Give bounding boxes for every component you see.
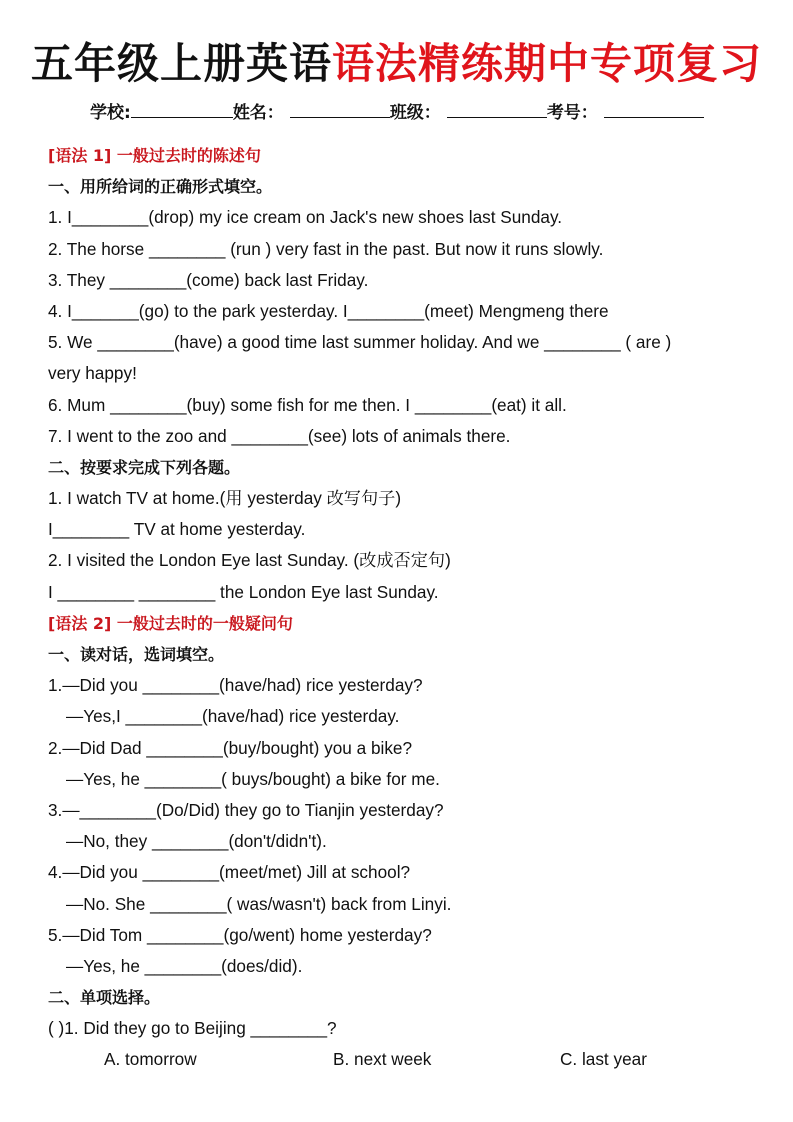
title-part-topic: 语法精练期中专项复习 bbox=[332, 39, 763, 88]
multiple-choice-question: ( )1. Did they go to Beijing ________? bbox=[48, 1018, 337, 1039]
dialogue-question: 1.—Did you ________(have/had) rice yesterday? bbox=[48, 675, 423, 696]
part-heading: 一、读对话，选词填空。 bbox=[48, 645, 225, 664]
section-heading: [语法 1] 一般过去时的陈述句 bbox=[48, 146, 261, 165]
exercise-line: very happy! bbox=[48, 363, 137, 384]
class-label: 班级： bbox=[389, 103, 441, 123]
exercise-line: 2. The horse ________ (run ) very fast in the past. But now it runs slowly. bbox=[48, 238, 604, 259]
student-info-row bbox=[90, 101, 730, 125]
exercise-line: 1. I watch TV at home.(用 yesterday 改写句子) bbox=[48, 488, 402, 509]
part-heading: 一、用所给词的正确形式填空。 bbox=[48, 177, 273, 197]
exercise-line: 7. I went to the zoo and ________(see) lots of animals there. bbox=[48, 425, 511, 446]
exercise-line: 1. I________(drop) my ice cream on Jack's new shoes last Sunday. bbox=[48, 207, 563, 228]
dialogue-question: 2.—Did Dad ________(buy/bought) you a bike? bbox=[48, 737, 413, 758]
exercise-line: 3. They ________(come) back last Friday. bbox=[48, 269, 369, 290]
name-label: 姓名： bbox=[232, 103, 284, 123]
dialogue-question: 3.—________(Do/Did) they go to Tianjin yesterday? bbox=[48, 799, 444, 820]
dialogue-answer: —No. She ________( was/wasn't) back from Linyi. bbox=[66, 893, 452, 914]
exercise-line: 2. I visited the London Eye last Sunday. (改成否定句) bbox=[48, 550, 451, 571]
answer-options bbox=[48, 1044, 768, 1075]
dialogue-answer: —Yes, he ________( buys/bought) a bike for me. bbox=[66, 768, 440, 789]
dialogue-question: 5.—Did Tom ________(go/went) home yesterday? bbox=[48, 924, 432, 945]
exercise-line: 4. I_______(go) to the park yesterday. I________(meet) Mengmeng there bbox=[48, 300, 609, 321]
exam-number-label: 考号： bbox=[546, 103, 598, 123]
worksheet-body bbox=[48, 140, 768, 1076]
exercise-line: I________ TV at home yesterday. bbox=[48, 519, 306, 540]
dialogue-answer: —Yes, he ________(does/did). bbox=[66, 955, 303, 976]
school-blank[interactable] bbox=[131, 101, 233, 118]
part-heading: 二、单项选择。 bbox=[48, 988, 161, 1008]
part-heading: 二、按要求完成下列各题。 bbox=[48, 457, 241, 477]
dialogue-question: 4.—Did you ________(meet/met) Jill at school? bbox=[48, 862, 411, 883]
exercise-line: I ________ ________ the London Eye last Sunday. bbox=[48, 581, 439, 602]
page-title bbox=[0, 38, 793, 90]
exam-number-blank[interactable] bbox=[604, 101, 704, 118]
title-part-grade: 五年级上册英语 bbox=[30, 39, 332, 88]
option-a: A. tomorrow bbox=[104, 1049, 197, 1070]
section-heading: [语法 2] 一般过去时的一般疑问句 bbox=[48, 613, 293, 633]
name-blank[interactable] bbox=[290, 101, 390, 118]
exercise-line: 6. Mum ________(buy) some fish for me then. I ________(eat) it all. bbox=[48, 394, 567, 415]
option-b: B. next week bbox=[333, 1049, 432, 1070]
option-c: C. last year bbox=[560, 1049, 647, 1070]
dialogue-answer: —No, they ________(don't/didn't). bbox=[66, 831, 327, 852]
exercise-line: 5. We ________(have) a good time last summer holiday. And we ________ ( are ) bbox=[48, 332, 672, 353]
school-label: 学校: bbox=[90, 103, 131, 123]
class-blank[interactable] bbox=[447, 101, 547, 118]
dialogue-answer: —Yes,I ________(have/had) rice yesterday. bbox=[66, 706, 400, 727]
